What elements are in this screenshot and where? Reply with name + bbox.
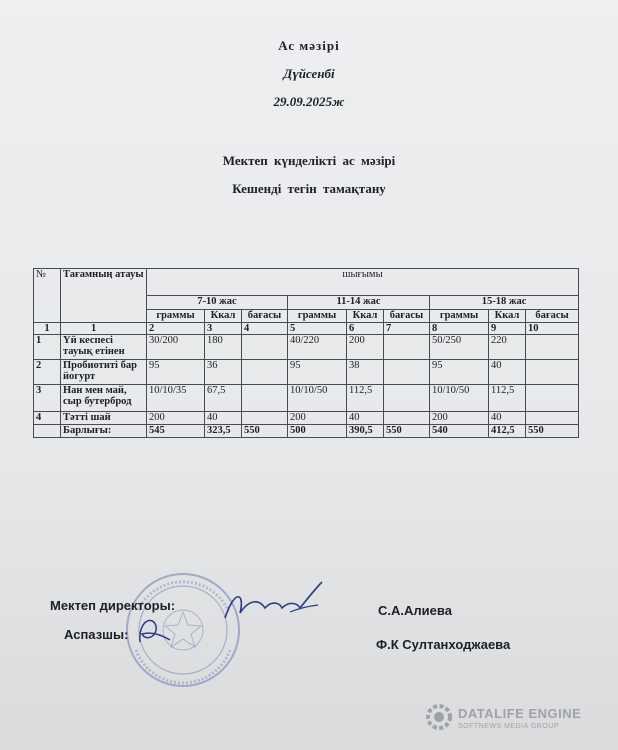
- header-output: шығымы: [147, 269, 579, 296]
- row-no: 2: [34, 360, 61, 385]
- cell: [526, 385, 579, 412]
- cell: 10/10/35: [147, 385, 205, 412]
- sub-col-price: бағасы: [242, 310, 288, 323]
- sub-col-grams: граммы: [288, 310, 347, 323]
- col-number: 2: [147, 323, 205, 335]
- date: 29.09.2025ж: [273, 94, 345, 109]
- col-number: 6: [347, 323, 384, 335]
- cell: 50/250: [430, 335, 489, 360]
- director-label: Мектеп директоры:: [50, 598, 176, 613]
- dish-name: Үй кеспесі тауық етінен: [61, 335, 147, 360]
- menu-table: [33, 268, 579, 438]
- sub-col-kcal: Ккал: [347, 310, 384, 323]
- title-menu: Ас мәзірі: [278, 38, 340, 53]
- cell: 95: [288, 360, 347, 385]
- cell: 67,5: [205, 385, 242, 412]
- gear-logo-icon: [424, 702, 454, 732]
- cell: [526, 412, 579, 425]
- cook-label: Аспазшы:: [64, 627, 129, 642]
- sub-col-kcal: Ккал: [205, 310, 242, 323]
- cell: [526, 335, 579, 360]
- row-no: 4: [34, 412, 61, 425]
- subtitle-school-menu: Мектеп күнделікті ас мәзірі: [222, 153, 396, 168]
- cell: 550: [242, 425, 288, 438]
- cell: [384, 385, 430, 412]
- cell: 40: [347, 412, 384, 425]
- cell: 95: [430, 360, 489, 385]
- cell: 95: [147, 360, 205, 385]
- watermark: [424, 702, 582, 737]
- cell: 38: [347, 360, 384, 385]
- table-row: [34, 412, 579, 425]
- cell: 180: [205, 335, 242, 360]
- cell: 323,5: [205, 425, 242, 438]
- cell: [526, 360, 579, 385]
- total-row: [34, 425, 579, 438]
- col-number: 1: [61, 323, 147, 335]
- col-number: 8: [430, 323, 489, 335]
- sub-col-grams: граммы: [147, 310, 205, 323]
- col-number: 5: [288, 323, 347, 335]
- row-no: 1: [34, 335, 61, 360]
- cell: [242, 360, 288, 385]
- cell: [242, 335, 288, 360]
- table-row: [34, 385, 579, 412]
- sub-col-price: бағасы: [526, 310, 579, 323]
- age-group-header: 15-18 жас: [430, 296, 579, 310]
- cell: 40: [489, 412, 526, 425]
- day-name: Дүйсенбі: [283, 66, 335, 81]
- sub-col-price: бағасы: [384, 310, 430, 323]
- total-label: Барлығы:: [61, 425, 147, 438]
- col-number: 1: [34, 323, 61, 335]
- cell: 112,5: [489, 385, 526, 412]
- cell: 40/220: [288, 335, 347, 360]
- director-signature: [220, 578, 330, 628]
- row-no: 3: [34, 385, 61, 412]
- col-number: 9: [489, 323, 526, 335]
- table-row: [34, 360, 579, 385]
- watermark-sub: SOFTNEWS MEDIA GROUP: [458, 723, 560, 730]
- cell: 30/200: [147, 335, 205, 360]
- cell: [384, 360, 430, 385]
- cook-name: Ф.К Султанходжаева: [376, 637, 511, 652]
- cell: 200: [147, 412, 205, 425]
- cell: 36: [205, 360, 242, 385]
- table-row: [34, 335, 579, 360]
- cell: 40: [489, 360, 526, 385]
- cell: 200: [430, 412, 489, 425]
- cell: 545: [147, 425, 205, 438]
- cell: 540: [430, 425, 489, 438]
- total-empty: [34, 425, 61, 438]
- cell: 500: [288, 425, 347, 438]
- sub-col-grams: граммы: [430, 310, 489, 323]
- column-number-row: [34, 323, 579, 335]
- cell: 10/10/50: [430, 385, 489, 412]
- dish-name: Нан мен май, сыр бутерброд: [61, 385, 147, 412]
- header-no: №: [34, 269, 61, 323]
- cell: 40: [205, 412, 242, 425]
- header-dish-name: Тағамның атауы: [61, 269, 147, 323]
- col-number: 10: [526, 323, 579, 335]
- dish-name: Тәтті шай: [61, 412, 147, 425]
- sub-col-kcal: Ккал: [489, 310, 526, 323]
- cell: 390,5: [347, 425, 384, 438]
- cell: [384, 412, 430, 425]
- age-group-header: 11-14 жас: [288, 296, 430, 310]
- cell: [384, 335, 430, 360]
- col-number: 7: [384, 323, 430, 335]
- cell: 200: [288, 412, 347, 425]
- cell: [242, 385, 288, 412]
- cell: 112,5: [347, 385, 384, 412]
- cell: 10/10/50: [288, 385, 347, 412]
- cook-signature: [130, 612, 180, 652]
- cell: 200: [347, 335, 384, 360]
- subtitle-free-meals: Кешенді тегін тамақтану: [232, 181, 386, 196]
- cell: 550: [384, 425, 430, 438]
- watermark-brand: DATALIFE ENGINE: [458, 706, 582, 721]
- director-name: С.А.Алиева: [378, 603, 452, 618]
- cell: [242, 412, 288, 425]
- cell: 550: [526, 425, 579, 438]
- cell: 412,5: [489, 425, 526, 438]
- age-group-header: 7-10 жас: [147, 296, 288, 310]
- dish-name: Пробиотиті бар йогурт: [61, 360, 147, 385]
- col-number: 3: [205, 323, 242, 335]
- col-number: 4: [242, 323, 288, 335]
- cell: 220: [489, 335, 526, 360]
